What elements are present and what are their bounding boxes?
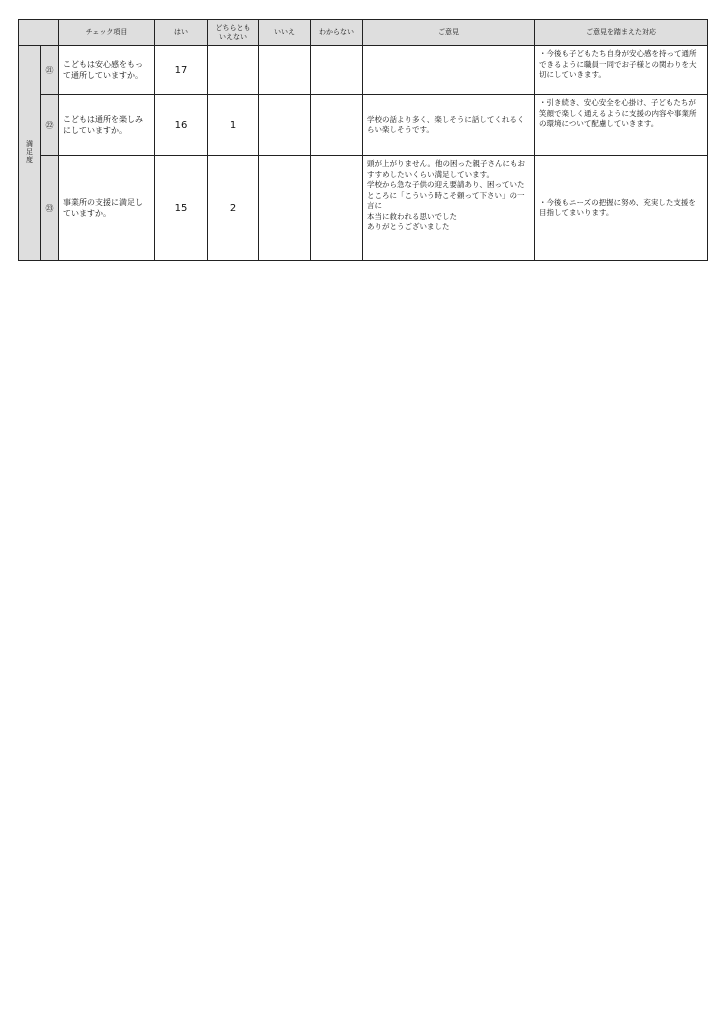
check-item-text: こどもは通所を楽しみにしていますか。 xyxy=(59,95,155,156)
header-no: いいえ xyxy=(259,20,311,46)
header-unknown: わからない xyxy=(311,20,363,46)
unknown-count xyxy=(311,156,363,261)
opinion-text: 頭が上がりません。他の困った親子さんにもおすすめしたいくらい満足しています。 学校から急な子供の迎え要請あり、困っていたところに「こういう時こそ頼って下さい」の一言に 本当に救われる思いでした ありがとうございました xyxy=(363,156,535,261)
row-number: ㉓ xyxy=(41,156,59,261)
header-check-item: チェック項目 xyxy=(59,20,155,46)
check-item-text: 事業所の支援に満足していますか。 xyxy=(59,156,155,261)
satisfaction-survey-table xyxy=(18,19,708,261)
no-count xyxy=(259,95,311,156)
no-count xyxy=(259,156,311,261)
unknown-count xyxy=(311,95,363,156)
neither-count: 2 xyxy=(208,156,259,261)
table-row xyxy=(19,46,708,95)
response-text: ・今後もニーズの把握に努め、充実した支援を目指してまいります。 xyxy=(535,156,708,261)
row-number: ㉒ xyxy=(41,95,59,156)
opinion-text: 学校の話より多く、楽しそうに話してくれるくらい楽しそうです。 xyxy=(363,95,535,156)
category-cell xyxy=(19,46,41,261)
header-opinion: ご意見 xyxy=(363,20,535,46)
header-neither: どちらとも いえない xyxy=(208,20,259,46)
header-row xyxy=(19,20,708,46)
yes-count: 15 xyxy=(155,156,208,261)
check-item-text: こどもは安心感をもって通所していますか。 xyxy=(59,46,155,95)
category-label: 満足度 xyxy=(25,140,34,164)
yes-count: 16 xyxy=(155,95,208,156)
response-text: ・引き続き、安心安全を心掛け、子どもたちが笑顔で楽しく通えるように支援の内容や事業所の環境について配慮していきます。 xyxy=(535,95,708,156)
unknown-count xyxy=(311,46,363,95)
no-count xyxy=(259,46,311,95)
table-row xyxy=(19,95,708,156)
opinion-text xyxy=(363,46,535,95)
header-blank-cell xyxy=(19,20,59,46)
header-yes: はい xyxy=(155,20,208,46)
neither-count: 1 xyxy=(208,95,259,156)
header-response: ご意見を踏まえた対応 xyxy=(535,20,708,46)
response-text: ・今後も子どもたち自身が安心感を持って通所できるように職員一同でお子様との関わりを大切にしていきます。 xyxy=(535,46,708,95)
neither-count xyxy=(208,46,259,95)
table-row xyxy=(19,156,708,261)
yes-count: 17 xyxy=(155,46,208,95)
row-number: ㉑ xyxy=(41,46,59,95)
